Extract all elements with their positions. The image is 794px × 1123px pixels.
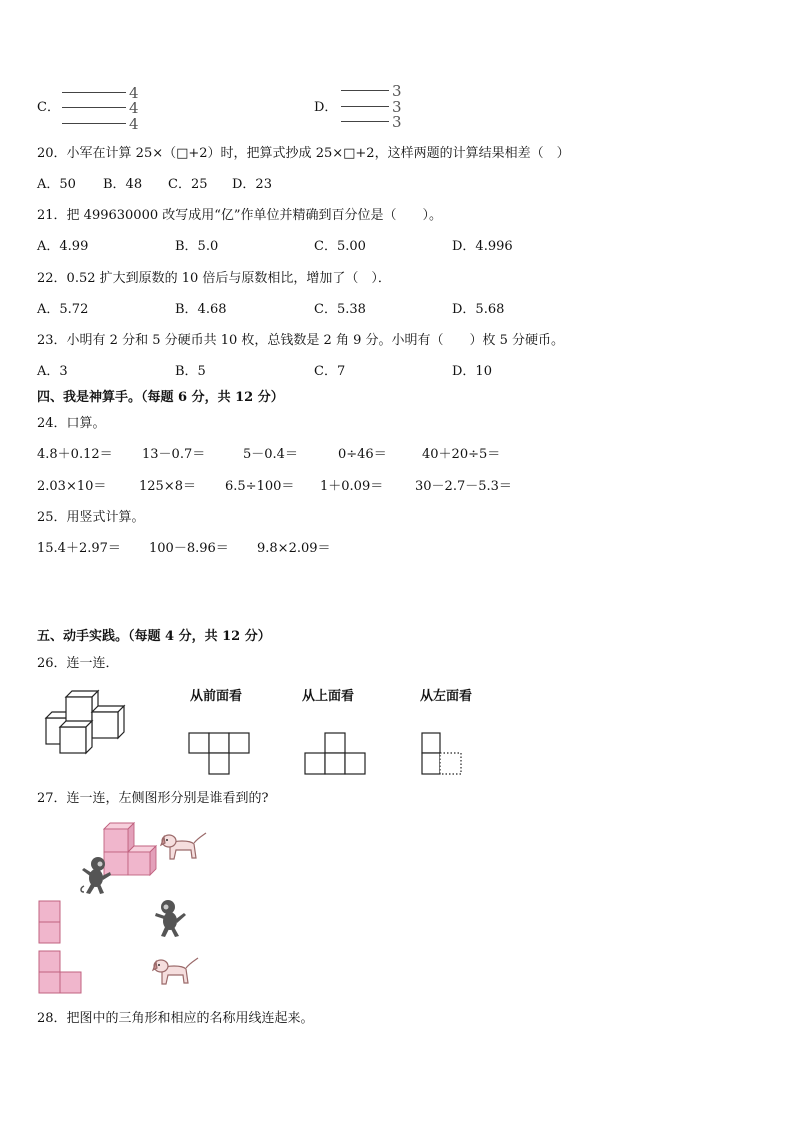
option: B．48 bbox=[103, 177, 143, 192]
option: A．3 bbox=[37, 364, 68, 379]
arithmetic-item: 1＋0.09＝ bbox=[320, 479, 384, 494]
arithmetic-item: 100－8.96＝ bbox=[149, 541, 229, 556]
option: D．4.996 bbox=[452, 239, 513, 254]
dog-icon bbox=[152, 953, 200, 993]
pink-view-vertical bbox=[38, 900, 62, 944]
segment-number: 3 bbox=[392, 98, 402, 116]
option: A．50 bbox=[37, 177, 76, 192]
dog-icon bbox=[160, 828, 208, 868]
arithmetic-item: 2.03×10＝ bbox=[37, 479, 107, 494]
option: D．10 bbox=[452, 364, 492, 379]
question-stem: 25．用竖式计算。 bbox=[37, 510, 145, 525]
option: B．5.0 bbox=[175, 239, 219, 254]
option: D．23 bbox=[232, 177, 272, 192]
view-shape-l bbox=[421, 732, 465, 776]
question-stem: 20．小军在计算 25×（□+2）时，把算式抄成 25×□+2，这样两题的计算结果相差（ ） bbox=[37, 146, 570, 161]
monkey-icon bbox=[78, 856, 114, 896]
view-label-top: 从上面看 bbox=[302, 689, 355, 704]
option: D．5.68 bbox=[452, 302, 505, 317]
view-label-front: 从前面看 bbox=[190, 689, 243, 704]
view-shape-t bbox=[188, 732, 250, 776]
question-stem: 21．把 499630000 改写成用“亿”作单位并精确到百分位是（ ）。 bbox=[37, 208, 443, 223]
segment-number: 4 bbox=[129, 84, 139, 102]
segment-number: 3 bbox=[392, 82, 402, 100]
question-stem: 28．把图中的三角形和相应的名称用线连起来。 bbox=[37, 1011, 314, 1026]
line-segment bbox=[62, 107, 126, 108]
question-stem: 27．连一连，左侧图形分别是谁看到的? bbox=[37, 791, 269, 806]
view-shape-inverted-t bbox=[304, 732, 366, 776]
section-heading: 五、动手实践。（每题 4 分，共 12 分） bbox=[37, 629, 271, 644]
arithmetic-item: 30－2.7－5.3＝ bbox=[415, 479, 512, 494]
option: C．7 bbox=[314, 364, 346, 379]
line-segment bbox=[62, 92, 126, 93]
monkey-icon bbox=[152, 899, 188, 939]
arithmetic-item: 5－0.4＝ bbox=[243, 447, 298, 462]
arithmetic-item: 4.8＋0.12＝ bbox=[37, 447, 113, 462]
segment-number: 4 bbox=[129, 115, 139, 133]
question-stem: 26．连一连． bbox=[37, 656, 119, 671]
line-segment bbox=[341, 90, 389, 91]
arithmetic-item: 125×8＝ bbox=[139, 479, 196, 494]
arithmetic-item: 0÷46＝ bbox=[338, 447, 387, 462]
question-stem: 22．0.52 扩大到原数的 10 倍后与原数相比，增加了（ ）． bbox=[37, 271, 391, 286]
option: A．5.72 bbox=[37, 302, 89, 317]
view-label-left: 从左面看 bbox=[420, 689, 473, 704]
segment-number: 4 bbox=[129, 99, 139, 117]
line-segment bbox=[341, 121, 389, 122]
arithmetic-item: 40＋20÷5＝ bbox=[422, 447, 501, 462]
cube-stack-figure bbox=[44, 690, 134, 755]
option: C．5.00 bbox=[314, 239, 366, 254]
option: B．4.68 bbox=[175, 302, 227, 317]
section-heading: 四、我是神算手。（每题 6 分，共 12 分） bbox=[37, 390, 284, 405]
arithmetic-item: 9.8×2.09＝ bbox=[257, 541, 331, 556]
option: C．5.38 bbox=[314, 302, 366, 317]
option: B．5 bbox=[175, 364, 206, 379]
arithmetic-item: 13－0.7＝ bbox=[142, 447, 206, 462]
line-segment bbox=[341, 106, 389, 107]
arithmetic-item: 15.4＋2.97＝ bbox=[37, 541, 121, 556]
option: C．25 bbox=[168, 177, 208, 192]
question-stem: 23．小明有 2 分和 5 分硬币共 10 枚，总钱数是 2 角 9 分。小明有（ ）枚 5 分硬币。 bbox=[37, 333, 565, 348]
option: A．4.99 bbox=[37, 239, 89, 254]
question-stem: 24．口算。 bbox=[37, 416, 106, 431]
option-c-label: C． bbox=[37, 100, 60, 115]
arithmetic-item: 6.5÷100＝ bbox=[225, 479, 295, 494]
option-d-label: D． bbox=[314, 100, 338, 115]
pink-view-l-shape bbox=[38, 950, 83, 994]
line-segment bbox=[62, 123, 126, 124]
segment-number: 3 bbox=[392, 113, 402, 131]
